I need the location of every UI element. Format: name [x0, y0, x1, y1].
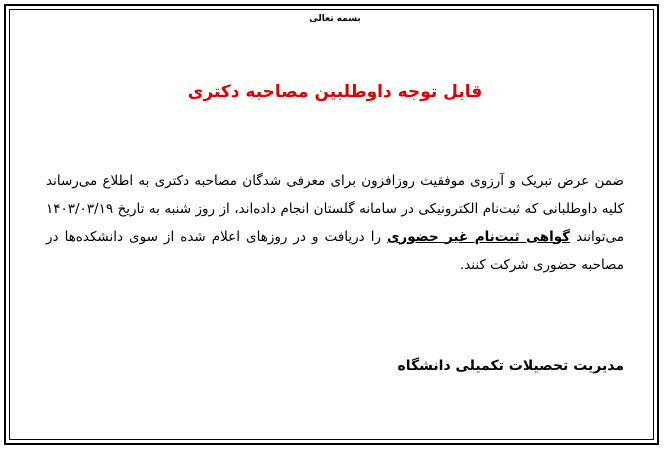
blessing-header: بسمه تعالی	[309, 14, 361, 24]
body-text-emphasis: گواهی ثبت‌نام غیر حضوری	[387, 228, 571, 245]
signature: مدیریت تحصیلات تکمیلی دانشگاه	[397, 358, 624, 374]
announcement-title: قابل توجه داوطلبین مصاحبه دکتری	[187, 82, 483, 102]
body-text-part-2: را دریافت و در روزهای اعلام شده از سوی دانشکده‌ها در مصاحبه حضوری شرکت کنند.	[46, 228, 624, 273]
announcement-body	[46, 167, 624, 279]
body-text-part-1: ضمن عرض تبریک و آرزوی موفقیت روزافزون برای معرفی شدگان مصاحبه دکتری به اطلاع می‌رساند کلیه داوطلبانی که ثبت‌نام الکترونیکی در سامانه گلستان انجام داده‌اند، از روز شنبه به تاریخ ۱۴۰۳/۰۳/۱۹ می‌توانند	[46, 172, 624, 245]
